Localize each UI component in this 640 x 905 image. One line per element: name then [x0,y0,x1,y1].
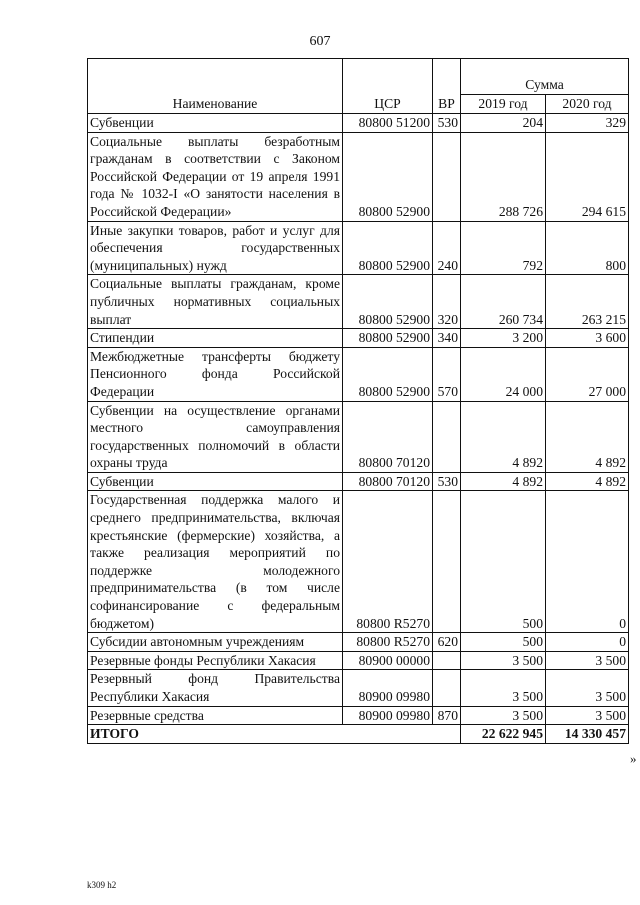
row-2019: 500 [461,491,546,633]
header-year-2019: 2019 год [461,95,546,114]
row-2019: 3 500 [461,651,546,670]
row-vr [433,401,461,472]
row-2019: 3 500 [461,670,546,706]
total-2020: 14 330 457 [546,725,629,744]
total-label: ИТОГО [88,725,461,744]
footer-code: k309 h2 [87,880,117,890]
row-name: Резервный фонд Правительства Республики Хакасия [88,670,343,706]
row-name: Субвенции [88,472,343,491]
row-2019: 4 892 [461,401,546,472]
budget-table [87,58,629,744]
total-2019: 22 622 945 [461,725,546,744]
row-2020: 800 [546,221,629,275]
table-row [88,670,629,706]
row-2020: 263 215 [546,275,629,329]
row-2019: 204 [461,114,546,133]
row-2019: 3 500 [461,706,546,725]
row-vr: 240 [433,221,461,275]
row-vr: 340 [433,329,461,348]
row-vr: 530 [433,114,461,133]
table-row [88,347,629,401]
table-row [88,114,629,133]
row-2020: 329 [546,114,629,133]
row-csr: 80800 52900 [343,221,433,275]
table-row [88,633,629,652]
row-2019: 288 726 [461,132,546,221]
row-vr [433,132,461,221]
row-csr: 80800 R5270 [343,491,433,633]
table-body [88,114,629,725]
row-name: Социальные выплаты гражданам, кроме публичных нормативных социальных выплат [88,275,343,329]
row-csr: 80800 52900 [343,329,433,348]
row-csr: 80800 52900 [343,347,433,401]
row-vr: 320 [433,275,461,329]
row-2019: 260 734 [461,275,546,329]
row-csr: 80900 09980 [343,670,433,706]
row-name: Резервные фонды Республики Хакасия [88,651,343,670]
row-2020: 3 500 [546,706,629,725]
row-vr: 870 [433,706,461,725]
row-2019: 24 000 [461,347,546,401]
table-row [88,706,629,725]
table-row [88,275,629,329]
header-vr: ВР [433,59,461,114]
row-2020: 27 000 [546,347,629,401]
row-2020: 4 892 [546,401,629,472]
header-name: Наименование [88,59,343,114]
row-2020: 294 615 [546,132,629,221]
header-csr: ЦСР [343,59,433,114]
row-2019: 500 [461,633,546,652]
row-2020: 3 500 [546,670,629,706]
header-year-2020: 2020 год [546,95,629,114]
row-2020: 4 892 [546,472,629,491]
table-row [88,491,629,633]
row-csr: 80800 52900 [343,132,433,221]
row-vr: 530 [433,472,461,491]
row-csr: 80800 R5270 [343,633,433,652]
row-csr: 80800 52900 [343,275,433,329]
row-2020: 3 600 [546,329,629,348]
row-2019: 3 200 [461,329,546,348]
row-name: Субвенции [88,114,343,133]
row-name: Государственная поддержка малого и среднего предпринимательства, включая крестьянские (фермерские) хозяйства, а также реализация мероприятий по поддержке молодежного предпринимательства (в том числе софинансирование с федеральным бюджетом) [88,491,343,633]
closing-quote: » [630,751,637,766]
table-row [88,132,629,221]
row-name: Резервные средства [88,706,343,725]
row-name: Межбюджетные трансферты бюджету Пенсионного фонда Российской Федерации [88,347,343,401]
row-vr [433,491,461,633]
row-2019: 792 [461,221,546,275]
table-row [88,221,629,275]
row-name: Социальные выплаты безработным гражданам в соответствии с Законом Российской Федерации от 19 апреля 1991 года № 1032-I «О занятости населения в Российской Федерации» [88,132,343,221]
row-csr: 80900 09980 [343,706,433,725]
row-2019: 4 892 [461,472,546,491]
row-csr: 80800 51200 [343,114,433,133]
total-row [88,725,629,744]
row-name: Субсидии автономным учреждениям [88,633,343,652]
row-2020: 0 [546,491,629,633]
row-name: Субвенции на осуществление органами местного самоуправления государственных полномочий в области охраны труда [88,401,343,472]
row-2020: 3 500 [546,651,629,670]
page-number: 607 [309,34,331,49]
table-row [88,651,629,670]
table-row [88,329,629,348]
row-name: Иные закупки товаров, работ и услуг для обеспечения государственных (муниципальных) нужд [88,221,343,275]
row-csr: 80800 70120 [343,401,433,472]
row-csr: 80800 70120 [343,472,433,491]
row-vr: 620 [433,633,461,652]
table-row [88,472,629,491]
row-name: Стипендии [88,329,343,348]
row-vr: 570 [433,347,461,401]
row-vr [433,651,461,670]
table-row [88,401,629,472]
row-csr: 80900 00000 [343,651,433,670]
row-vr [433,670,461,706]
header-sum: Сумма [461,59,629,95]
row-2020: 0 [546,633,629,652]
